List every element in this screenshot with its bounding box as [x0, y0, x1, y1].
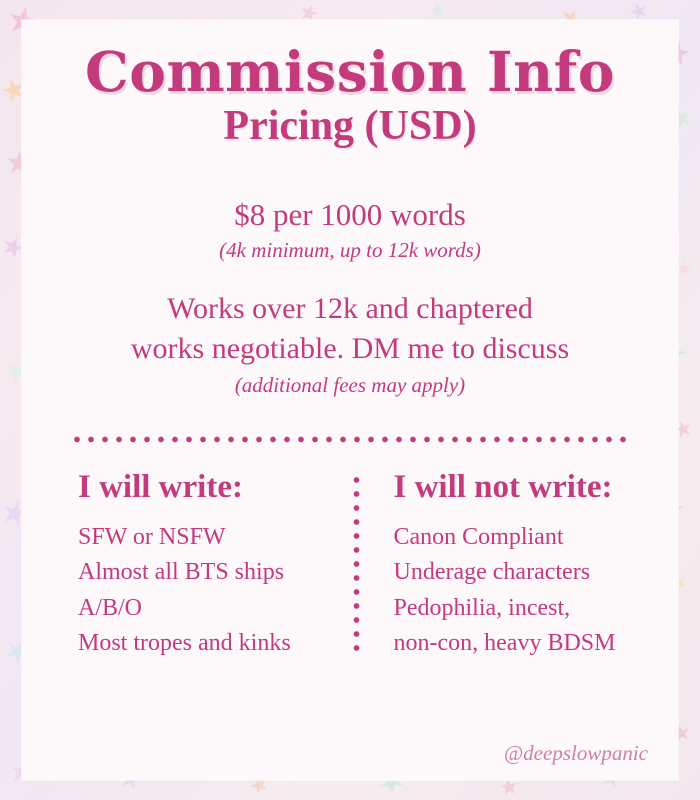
will-not-write-list: [394, 520, 653, 662]
list-item: Almost all BTS ships: [78, 559, 285, 586]
write-lists: [48, 469, 652, 662]
vertical-dotted-divider: [353, 473, 360, 658]
artist-handle: @deepslowpanic: [503, 741, 648, 765]
list-item: SFW or NSFW: [78, 523, 226, 550]
will-write-heading: I will write:: [78, 468, 243, 505]
list-item: A/B/O: [78, 594, 143, 621]
pricing-rate: $8 per 1000 words: [234, 196, 466, 232]
negotiable-note: (additional fees may apply): [234, 372, 466, 397]
pricing-rate-note: (4k minimum, up to 12k words): [219, 238, 481, 263]
list-item: Underage characters: [393, 559, 591, 586]
will-write-list: [78, 520, 337, 662]
poster-card: [22, 20, 678, 780]
page-subtitle: Pricing (USD): [223, 103, 477, 150]
negotiable-block: [48, 289, 652, 397]
negotiable-line-1: Works over 12k and chaptered: [167, 292, 533, 326]
will-not-write-heading: I will not write:: [393, 468, 613, 505]
list-item: non-con, heavy BDSM: [393, 630, 616, 657]
star-icon: [429, 1, 448, 20]
list-item: Pedophilia, incest,: [393, 594, 571, 621]
list-item: Canon Compliant: [393, 523, 564, 550]
pricing-block: [48, 196, 652, 264]
negotiable-line-2: works negotiable. DM me to discuss: [130, 331, 570, 365]
page-title: Commission Info: [85, 39, 615, 104]
list-item: Most tropes and kinks: [78, 630, 291, 657]
will-write-column: [48, 469, 353, 662]
horizontal-dotted-divider: [70, 436, 630, 443]
will-not-write-column: [360, 469, 653, 662]
